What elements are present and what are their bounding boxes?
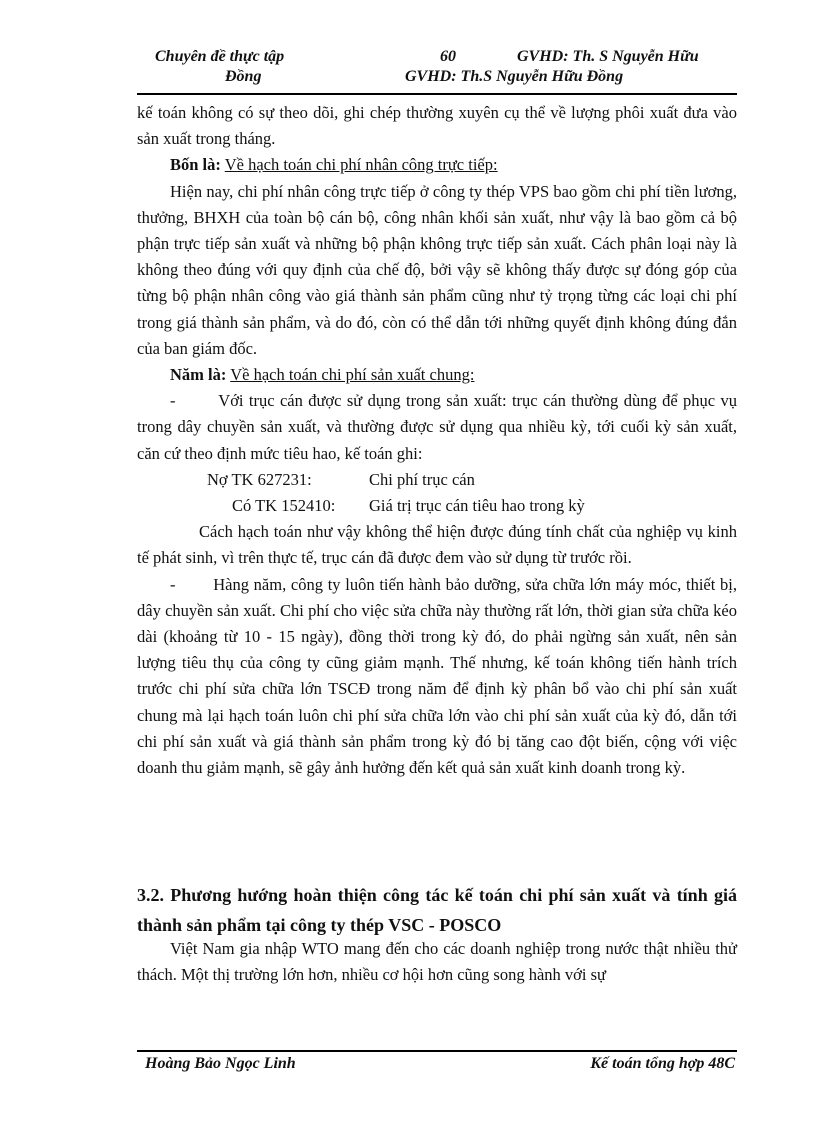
debit-description: Chi phí trục cán <box>369 469 475 489</box>
section-four-heading <box>137 152 737 178</box>
paragraph-roller-comment: Cách hạch toán như vậy không thể hiện được đúng tính chất của nghiệp vụ kinh tế phát sinh, vì trên thực tế, trục cán đã được đem vào sử dụng từ trước rồi. <box>137 522 737 568</box>
section-five-title: Về hạch toán chi phí sản xuất chung: <box>230 365 475 385</box>
header-supervisor: GVHD: Th. S Nguyễn Hữu <box>517 48 699 65</box>
debit-account: Nợ TK 627231: <box>207 469 312 489</box>
section-four-title: Về hạch toán chi phí nhân công trực tiếp: <box>224 155 498 175</box>
header-rule <box>137 93 737 95</box>
header-supervisor-continued: Đồng <box>225 68 262 85</box>
paragraph-wto <box>137 936 737 988</box>
footer-author: Hoàng Bảo Ngọc Linh <box>145 1055 296 1072</box>
paragraph-major-repairs: - Hàng năm, công ty luôn tiến hành bảo dưỡng, sửa chữa lớn máy móc, thiết bị, dây chuyền sản xuất. Chi phí cho việc sửa chữa này thường rất lớn, thời gian sửa chữa kéo dài (khoảng từ 10 - 15 ngày), đồng thời trong kỳ đó, do phải ngừng sản xuất, nên sản lượng tiêu thụ của công ty cũng giảm mạnh. Thế nhưng, kế toán không tiến hành trích trước chi phí sửa chữa lớn TSCĐ trong năm để định kỳ phân bổ vào chi phí sản xuất chung mà lại hạch toán luôn chi phí sửa chữa lớn vào chi phí sản xuất của kỳ đó, dẫn tới chi phí sản xuất và giá thành sản phẩm trong kỳ đó bị tăng cao đột biến, cộng với việc doanh thu giảm mạnh, sẽ gây ảnh hưởng đến kết quả sản xuất kinh doanh trong kỳ. <box>137 574 742 778</box>
footer-class: Kế toán tổng hợp 48C <box>590 1055 735 1072</box>
page-number: 60 <box>440 48 456 65</box>
page-header <box>137 46 737 92</box>
credit-account: Có TK 152410: <box>232 496 336 516</box>
section-four-label: Bốn là: <box>170 155 221 175</box>
paragraph-labor-cost: Hiện nay, chi phí nhân công trực tiếp ở công ty thép VPS bao gồm chi phí tiền lương, thưởng, BHXH của toàn bộ cán bộ, công nhân khối sản xuất, như vậy là bao gồm cả bộ phận trực tiếp sản xuất và những bộ phận không trực tiếp sản xuất. Cách phân loại này là không theo đúng với quy định của chế độ, bởi vậy sẽ không thấy được sự đóng góp của từng bộ phận nhân công vào giá thành sản phẩm cũng như tỷ trọng từng các loại chi phí trong giá thành sản phẩm, và do đó, còn có thể dẫn tới những quyết định không đúng đắn của ban giám đốc. <box>137 181 737 358</box>
footer-rule <box>137 1050 737 1052</box>
section-five-label: Năm là: <box>170 365 227 385</box>
section-five-heading <box>137 362 737 388</box>
page-footer <box>137 1055 737 1079</box>
paragraph-rollers: - Với trục cán được sử dụng trong sản xuất: trục cán thường dùng để phục vụ trong dây chuyền sản xuất, và thường được sử dụng qua nhiều kỳ, tới cuối kỳ sản xuất, căn cứ theo định mức tiêu hao, kế toán ghi: <box>137 391 742 463</box>
header-supervisor-full: GVHD: Th.S Nguyễn Hữu Đồng <box>405 68 624 85</box>
journal-entry-debit <box>137 467 737 493</box>
header-report-title: Chuyên đề thực tập <box>155 48 285 65</box>
credit-description: Giá trị trục cán tiêu hao trong kỳ <box>369 496 585 516</box>
paragraph-wto-text: Việt Nam gia nhập WTO mang đến cho các doanh nghiệp trong nước thật nhiều thử thách. Một thị trường lớn hơn, nhiều cơ hội hơn cũng song hành với sự <box>137 939 737 985</box>
section-heading-3-2: 3.2. Phương hướng hoàn thiện công tác kế toán chi phí sản xuất và tính giá thành sản phẩm tại công ty thép VSC - POSCO <box>137 885 737 935</box>
paragraph-1: kế toán không có sự theo dõi, ghi chép thường xuyên cụ thể về lượng phôi xuất đưa vào sản xuất trong tháng. <box>137 103 737 149</box>
journal-entry-credit <box>137 493 737 519</box>
body-text <box>137 100 742 781</box>
